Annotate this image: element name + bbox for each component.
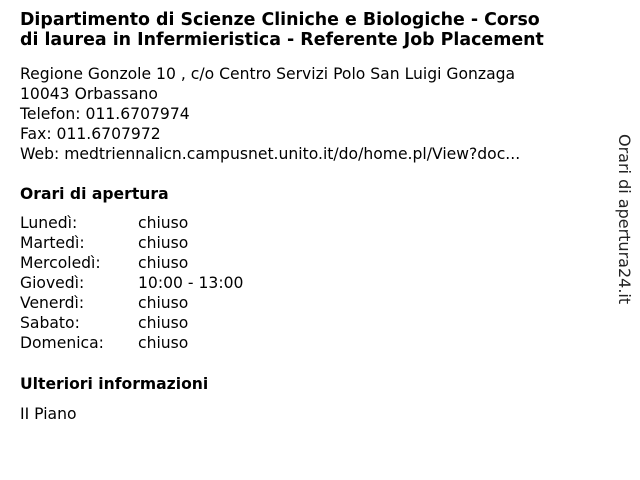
day-hours: chiuso	[138, 214, 189, 232]
page-title-line-1: Dipartimento di Scienze Cliniche e Biologiche - Corso	[20, 10, 540, 30]
fax-number: Fax: 011.6707972	[20, 125, 161, 143]
day-label: Venerdì:	[20, 294, 85, 312]
more-info-heading: Ulteriori informazioni	[20, 375, 209, 393]
opening-hours-list	[20, 213, 243, 353]
day-hours: 10:00 - 13:00	[138, 274, 244, 292]
hours-row	[20, 333, 243, 353]
day-hours: chiuso	[138, 334, 189, 352]
hours-row	[20, 213, 243, 233]
more-info-text: II Piano	[20, 405, 77, 423]
hours-row	[20, 313, 243, 333]
day-label: Mercoledì:	[20, 254, 101, 272]
page-title-line-2: di laurea in Infermieristica - Referente Job Placement	[20, 30, 544, 50]
day-label: Lunedì:	[20, 214, 78, 232]
hours-row	[20, 253, 243, 273]
phone-number: Telefon: 011.6707974	[20, 105, 190, 123]
day-hours: chiuso	[138, 314, 189, 332]
day-hours: chiuso	[138, 294, 189, 312]
day-label: Domenica:	[20, 334, 104, 352]
website-link[interactable]: Web: medtriennalicn.campusnet.unito.it/do/home.pl/View?doc...	[20, 145, 521, 163]
street-address: Regione Gonzole 10 , c/o Centro Servizi Polo San Luigi Gonzaga	[20, 65, 516, 83]
day-hours: chiuso	[138, 234, 189, 252]
city: 10043 Orbassano	[20, 85, 158, 103]
page-title	[20, 10, 635, 50]
opening-hours-heading: Orari di apertura	[20, 185, 169, 203]
day-label: Sabato:	[20, 314, 80, 332]
hours-row	[20, 293, 243, 313]
day-hours: chiuso	[138, 254, 189, 272]
site-watermark: Orari di apertura24.it	[615, 134, 634, 305]
day-label: Martedì:	[20, 234, 85, 252]
hours-row	[20, 233, 243, 253]
day-label: Giovedì:	[20, 274, 85, 292]
contact-block	[20, 64, 520, 164]
hours-row	[20, 273, 243, 293]
